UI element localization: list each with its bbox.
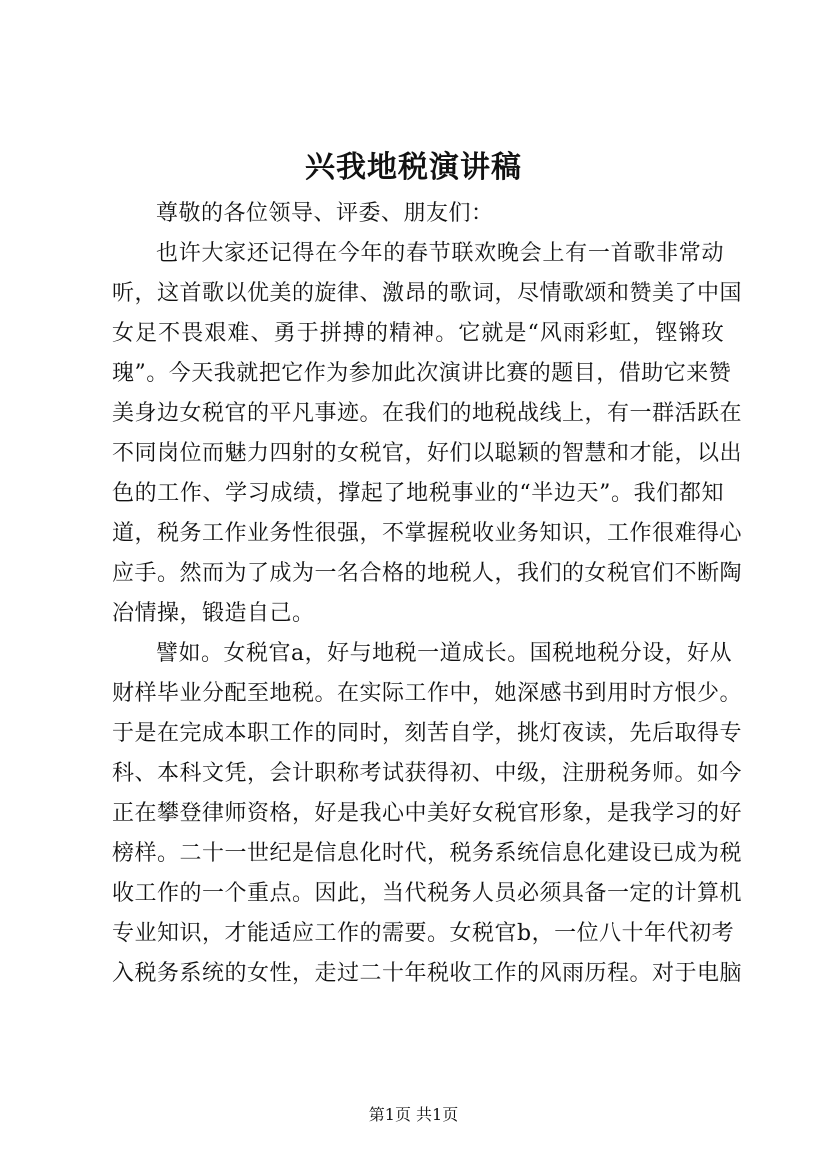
body-line: 收工作的一个重点。因此，当代税务人员必须具备一定的计算机 — [112, 881, 743, 906]
body-line: 于是在完成本职工作的同时，刻苦自学，挑灯夜读，先后取得专 — [112, 721, 743, 746]
body-line: 榜样。二十一世纪是信息化时代，税务系统信息化建设已成为税 — [112, 841, 743, 866]
body-line: 入税务系统的女性，走过二十年税收工作的风雨历程。对于电脑 — [112, 961, 743, 986]
body-line: 瑰”。今天我就把它作为参加此次演讲比赛的题目，借助它来赞 — [112, 361, 732, 386]
body-line: 科、本科文凭，会计职称考试获得初、中级，注册税务师。如今 — [112, 761, 743, 786]
body-line: 色的工作、学习成绩，撑起了地税事业的“半边天”。我们都知 — [112, 481, 724, 506]
body-line: 也许大家还记得在今年的春节联欢晚会上有一首歌非常动 — [156, 241, 724, 266]
document-body — [112, 194, 743, 994]
body-line: 专业知识，才能适应工作的需要。女税官b，一位八十年代初考 — [112, 921, 735, 946]
page-footer: 第1页 共1页 — [368, 1105, 459, 1124]
body-line: 正在攀登律师资格，好是我心中美好女税官形象，是我学习的好 — [112, 801, 743, 826]
body-line: 不同岗位而魅力四射的女税官，好们以聪颖的智慧和才能，以出 — [112, 441, 743, 466]
body-line: 冶情操，锻造自己。 — [112, 601, 315, 626]
body-line: 道，税务工作业务性很强，不掌握税收业务知识，工作很难得心 — [112, 521, 743, 546]
document-title: 兴我地税演讲稿 — [305, 150, 522, 185]
body-line: 应手。然而为了成为一名合格的地税人，我们的女税官们不断陶 — [112, 561, 743, 586]
body-line: 美身边女税官的平凡事迹。在我们的地税战线上，有一群活跃在 — [112, 401, 743, 426]
body-line: 财样毕业分配至地税。在实际工作中，她深感书到用时方恨少。 — [112, 681, 743, 706]
body-line: 听，这首歌以优美的旋律、激昂的歌词，尽情歌颂和赞美了中国 — [112, 281, 743, 306]
body-line: 女足不畏艰难、勇于拼搏的精神。它就是“风雨彩虹，铿锵玫 — [112, 321, 724, 346]
body-line: 譬如。女税官a，好与地税一道成长。国税地税分设，好从 — [156, 641, 733, 666]
salutation-line: 尊敬的各位领导、评委、朋友们： — [156, 201, 494, 226]
